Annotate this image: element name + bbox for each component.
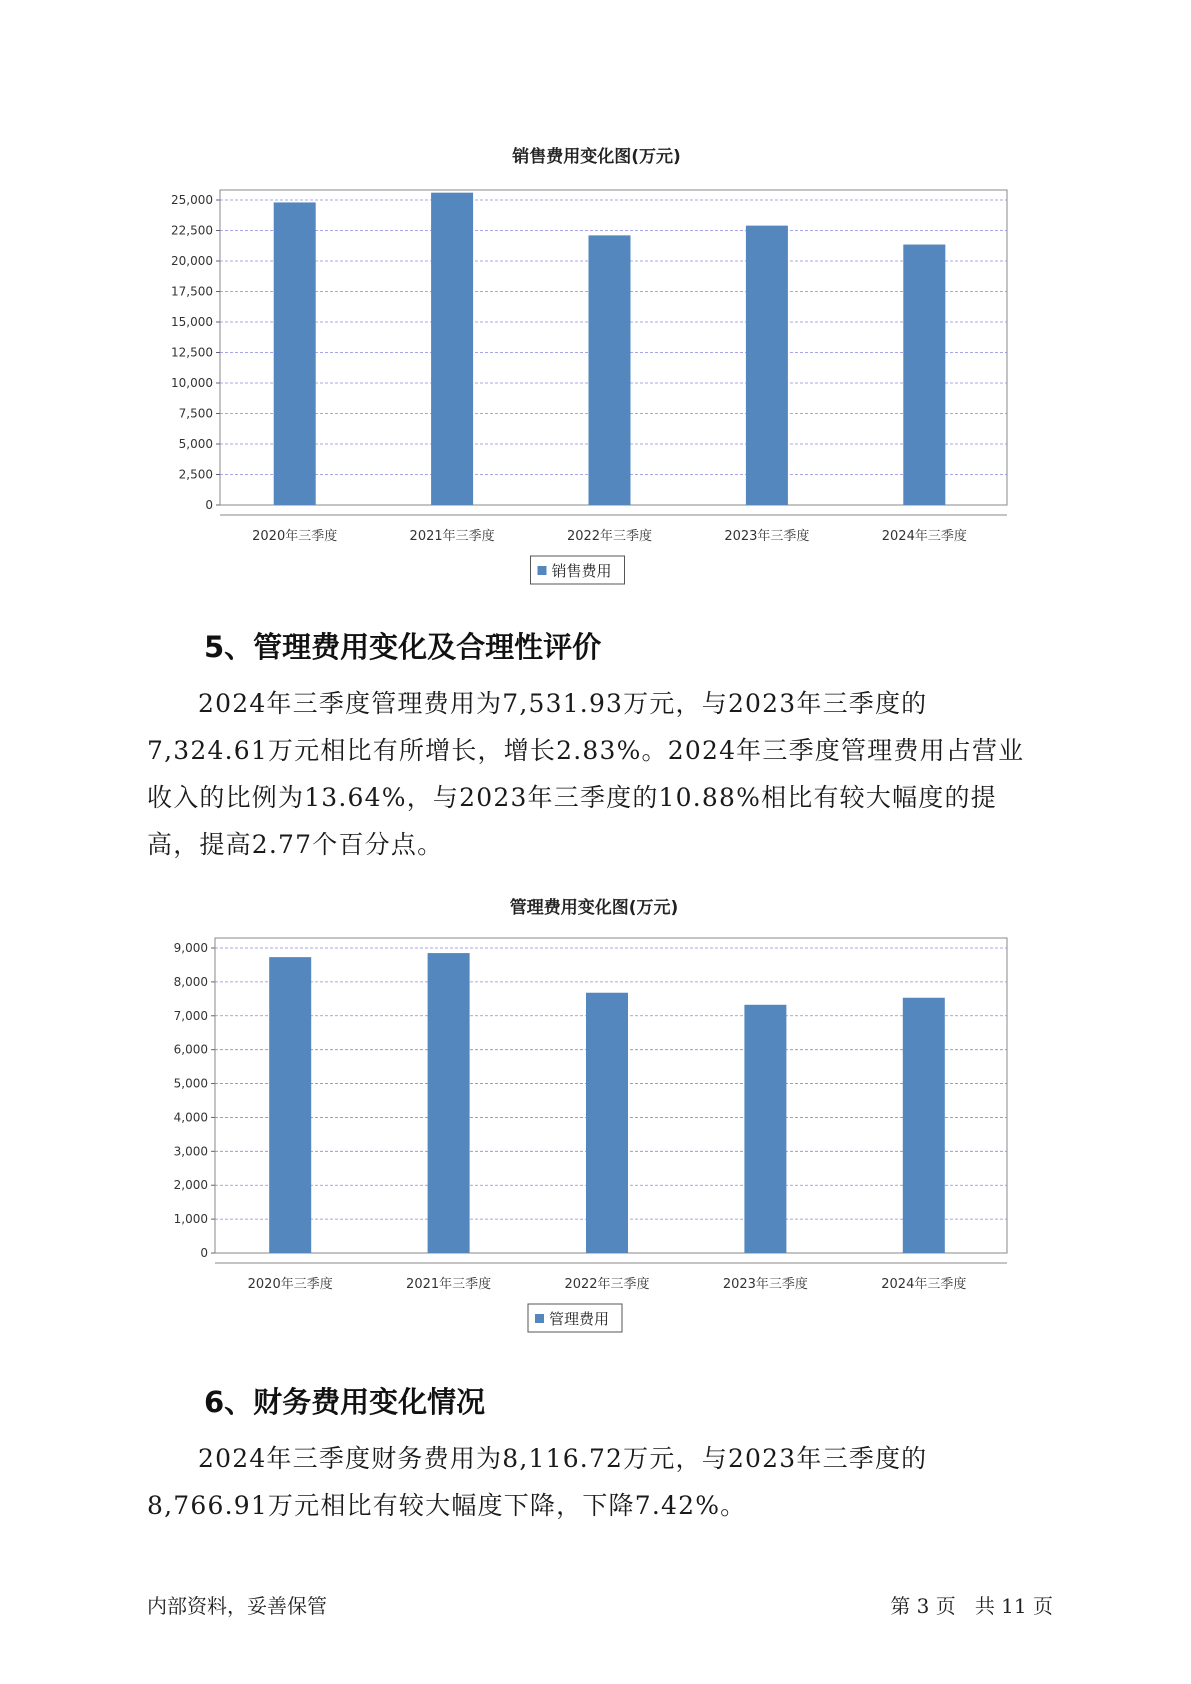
x-category-label: 2020年三季度 bbox=[252, 529, 338, 544]
bar-2 bbox=[428, 953, 470, 1253]
y-tick-label: 5,000 bbox=[178, 437, 213, 451]
admin-expense-chart-svg bbox=[0, 893, 1191, 1353]
x-category-label: 2023年三季度 bbox=[724, 529, 810, 544]
y-tick-label: 4,000 bbox=[173, 1110, 208, 1125]
y-tick-label: 3,000 bbox=[173, 1144, 208, 1159]
x-category-label: 2022年三季度 bbox=[566, 529, 653, 544]
bar-2 bbox=[431, 193, 473, 505]
y-tick-label: 1,000 bbox=[173, 1212, 208, 1227]
y-tick-label: 2,500 bbox=[178, 467, 213, 482]
y-tick-label: 17,500 bbox=[171, 284, 213, 299]
y-tick-label: 12,500 bbox=[171, 345, 213, 360]
y-tick-label: 5,000 bbox=[173, 1076, 208, 1091]
y-tick-label: 0 bbox=[205, 498, 213, 512]
legend-label: 销售费用 bbox=[551, 562, 612, 580]
bar-5 bbox=[903, 245, 945, 505]
section-6-paragraph bbox=[147, 1435, 1047, 1529]
x-category-label: 2022年三季度 bbox=[564, 1277, 650, 1292]
x-category-label: 2020年三季度 bbox=[247, 1277, 333, 1292]
x-category-label: 2023年三季度 bbox=[722, 1277, 808, 1292]
bar-1 bbox=[274, 202, 316, 505]
bar-4 bbox=[744, 1005, 786, 1253]
x-category-label: 2021年三季度 bbox=[409, 529, 495, 544]
y-tick-label: 9,000 bbox=[173, 941, 208, 955]
x-category-label: 2021年三季度 bbox=[406, 1277, 492, 1292]
sales-expense-chart-svg bbox=[0, 140, 1191, 600]
x-category-label: 2024年三季度 bbox=[881, 1277, 967, 1292]
y-tick-label: 8,000 bbox=[173, 974, 208, 989]
chart-title: 销售费用变化图(万元) bbox=[512, 147, 681, 167]
y-tick-label: 7,000 bbox=[173, 1008, 208, 1023]
y-tick-label: 10,000 bbox=[171, 376, 213, 390]
bar-1 bbox=[269, 957, 311, 1253]
y-tick-label: 22,500 bbox=[171, 223, 213, 238]
legend-swatch bbox=[535, 1314, 544, 1323]
bar-4 bbox=[746, 226, 788, 505]
legend-label: 管理费用 bbox=[549, 1310, 610, 1328]
legend-swatch bbox=[538, 566, 547, 575]
bar-5 bbox=[903, 998, 945, 1253]
section-6-text: 2024年三季度财务费用为8,116.72万元，与2023年三季度的8,766.91万元相比有较大幅度下降，下降7.42%。 bbox=[147, 1444, 928, 1520]
footer-confidential-note: 内部资料，妥善保管 bbox=[147, 1594, 327, 1618]
y-tick-label: 2,000 bbox=[173, 1178, 208, 1193]
y-tick-label: 15,000 bbox=[171, 315, 213, 329]
section-6-heading: 6、财务费用变化情况 bbox=[204, 1385, 486, 1419]
y-tick-label: 25,000 bbox=[171, 193, 213, 207]
section-5-paragraph bbox=[147, 680, 1047, 868]
admin-expense-chart bbox=[0, 893, 1191, 1353]
chart-title: 管理费用变化图(万元) bbox=[509, 898, 679, 918]
bar-3 bbox=[589, 235, 631, 505]
sales-expense-chart bbox=[0, 140, 1191, 600]
section-5-text: 2024年三季度管理费用为7,531.93万元，与2023年三季度的7,324.61万元相比有所增长，增长2.83%。2024年三季度管理费用占营业收入的比例为13.64%，与2023年三季度的10.88%相比有较大幅度的提高，提高2.77个百分点。 bbox=[147, 689, 1025, 859]
section-5-heading: 5、管理费用变化及合理性评价 bbox=[204, 630, 602, 664]
y-tick-label: 0 bbox=[200, 1246, 208, 1260]
y-tick-label: 20,000 bbox=[171, 254, 213, 268]
x-category-label: 2024年三季度 bbox=[881, 529, 967, 544]
footer-page-number: 第 3 页 共 11 页 bbox=[890, 1594, 1053, 1618]
y-tick-label: 6,000 bbox=[173, 1042, 208, 1057]
bar-3 bbox=[586, 993, 628, 1253]
y-tick-label: 7,500 bbox=[178, 406, 213, 421]
